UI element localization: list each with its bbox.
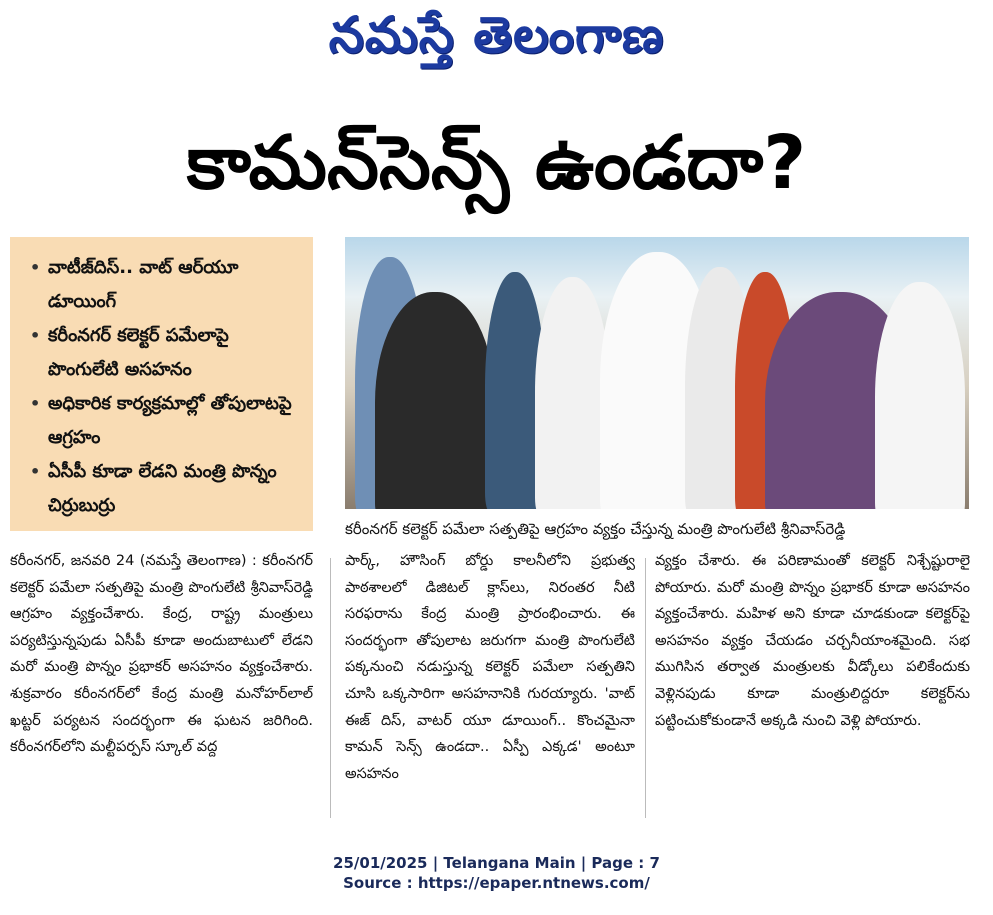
person-figure	[875, 282, 965, 509]
article-column-1: కరీంనగర్‌, జనవరి 24 (నమస్తే తెలంగాణ) : కరీంనగర్‌ కలెక్టర్‌ పమేలా సత్పతిపై మంత్రి పొంగులేటి శ్రీనివాస్‌రెడ్డి ఆగ్రహం వ్యక్తంచేశారు. కేంద్ర, రాష్ట్ర మంత్రులు పర్యటిస్తున్నపుడు ఏసీపీ కూడా అందుబాటులో లేడని మరో మంత్రి పొన్నం ప్రభాకర్‌ అసహనం వ్యక్తంచేశారు. శుక్రవారం కరీంనగర్‌లో కేంద్ర మంత్రి మనోహర్‌లాల్‌ ఖట్టర్‌ పర్యటన సందర్భంగా ఈ ఘటన జరిగింది. కరీంనగర్‌లోని మల్టీపర్పస్‌ స్కూల్‌ వద్ద	[10, 553, 313, 756]
person-figure	[375, 292, 495, 509]
news-photo	[345, 237, 969, 509]
photo-caption: కరీంనగర్‌ కలెక్టర్‌ పమేలా సత్పతిపై ఆగ్రహం వ్యక్తం చేస్తున్న మంత్రి పొంగులేటి శ్రీనివాస్‌రెడ్డి	[345, 520, 846, 538]
highlight-item: • అధికారిక కార్యక్రమాల్లో తోపులాటపై ఆగ్రహం	[30, 387, 305, 455]
article-column-3: వ్యక్తం చేశారు. ఈ పరిణామంతో కలెక్టర్‌ నిశ్చేష్టురాలై పోయారు. మరో మంత్రి పొన్నం ప్రభాకర్‌ కూడా అసహనం వ్యక్తంచేశారు. మహిళ అని కూడా చూడకుండా కలెక్టర్‌పై అసహనం వ్యక్తం చేయడం చర్చనీయాంశమైంది. సభ ముగిసిన తర్వాత మంత్రులకు వీడ్కోలు పలికేందుకు వెళ్లినపుడు కూడా మంత్రులిద్దరూ కలెక్టర్‌ను పట్టించుకోకుండానే అక్కడి నుంచి వెళ్లి పోయారు.	[655, 553, 970, 729]
highlight-item: • కరీంనగర్‌ కలెక్టర్‌ పమేలాపై పొంగులేటి అసహనం	[30, 319, 305, 387]
footer	[0, 853, 993, 893]
highlights-box	[10, 237, 313, 531]
headline: కామన్‌సెన్స్‌ ఉండదా?	[186, 120, 807, 206]
footer-source-link[interactable]: Source : https://epaper.ntnews.com/	[343, 874, 650, 892]
column-divider	[330, 558, 331, 818]
column-divider	[645, 558, 646, 818]
person-figure	[535, 277, 610, 509]
masthead	[0, 6, 993, 76]
article-column-2: పార్క్‌, హౌసింగ్‌ బోర్డు కాలనీలోని ప్రభుత్వ పాఠశాలలో డిజిటల్‌ క్లాస్‌లు, నిరంతర నీటి సరఫరాను కేంద్ర మంత్రి ప్రారంభించారు. ఈ సందర్భంగా తోపులాట జరుగగా మంత్రి పొంగులేటి పక్కనుంచి నడుస్తున్న కలెక్టర్‌ పమేలా సత్పతిని చూసి ఒక్కసారిగా అసహనానికి గురయ్యారు. 'వాట్‌ ఈజ్‌ దిస్‌, వాటర్‌ యూ డూయింగ్‌.. కొంచమైనా కామన్‌ సెన్స్‌ ఉండదా.. ఏస్పీ ఎక్కడ' అంటూ అసహనం	[345, 553, 635, 782]
highlight-item: • వాటీజ్‌దిస్‌.. వాట్‌ ఆర్‌యూ డూయింగ్‌	[30, 251, 305, 319]
masthead-title: నమస్తే తెలంగాణ	[328, 6, 665, 64]
footer-date-page: 25/01/2025 | Telangana Main | Page : 7	[333, 854, 660, 872]
highlight-item: • ఏసీపీ కూడా లేడని మంత్రి పొన్నం చిర్రుబుర్రు	[30, 455, 305, 523]
